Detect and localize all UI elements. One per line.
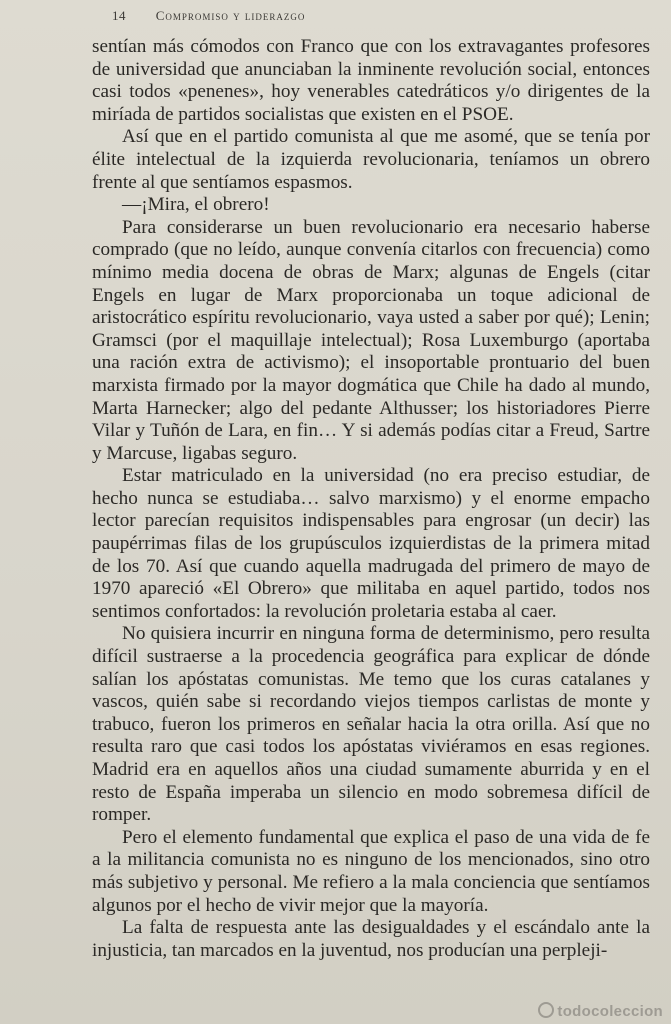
paragraph-5: Estar matriculado en la universidad (no era preciso estudiar, de hecho nunca se estudiaba… salvo marxismo) y el enorme empacho lector parecían requisitos indispensables para engrosar (un decir) las paupérrimas filas de los grupúsculos izquierdistas de la primera mitad de los 70. Así que cuando aquella madrugada del primero de mayo de 1970 apareció «El Obrero» que militaba en aquel partido, todos nos sentimos confortados: la revolución proletaria estaba al caer. xyxy=(92,465,650,622)
paragraph-1: sentían más cómodos con Franco que con los extravagantes profesores de universidad que anunciaban la inminente revolución social, entonces casi todos «penenes», hoy venerables catedráticos y/o dirigentes de la miríada de partidos socialistas que existen en el PSOE. xyxy=(92,36,650,125)
paragraph-4: Para considerarse un buen revolucionario era necesario haberse comprado (que no leído, aunque convenía citarlos con frecuencia) como mínimo media docena de obras de Marx; algunas de Engels (citar Engels en lugar de Marx proporcionaba un toque adicional de aristocrático espíritu revolucionario, vaya usted a saber por qué); Lenin; Gramsci (por el maquillaje intelectual); Rosa Luxemburgo (aportaba una ración extra de activismo); el insoportable prontuario del buen marxista firmado por la mayor dogmática que Chile ha dado al mundo, Marta Harnecker; algo del pedante Althusser; los historiadores Pierre Vilar y Tuñón de Lara, en fin… Y si además podías citar a Freud, Sartre y Marcuse, ligabas seguro. xyxy=(92,216,650,464)
page-number: 14 xyxy=(112,8,126,23)
watermark-logo-icon xyxy=(538,1002,554,1018)
running-header xyxy=(112,8,631,30)
paragraph-8: La falta de respuesta ante las desigualdades y el escándalo ante la injusticia, tan marcados en la juventud, nos producían una perpleji- xyxy=(92,917,650,961)
paragraph-dialogue: —¡Mira, el obrero! xyxy=(122,194,270,216)
paragraph-7: Pero el elemento fundamental que explica el paso de una vida de fe a la militancia comunista no es ninguno de los mencionados, sino otro más subjetivo y personal. Me refiero a la mala conciencia que sentíamos algunos por el hecho de vivir mejor que la mayoría. xyxy=(92,826,650,916)
watermark-text: todocoleccion xyxy=(557,1003,663,1020)
body-text xyxy=(92,36,650,962)
running-title: Compromiso y liderazgo xyxy=(155,8,306,23)
paragraph-2: Así que en el partido comunista al que me asomé, que se tenía por élite intelectual de la izquierda revolucionaria, teníamos un obrero frente al que sentíamos espasmos. xyxy=(92,126,650,193)
watermark xyxy=(538,1002,663,1020)
paragraph-6: No quisiera incurrir en ninguna forma de determinismo, pero resulta difícil sustraerse a la procedencia geográfica para explicar de dónde salían los apóstatas comunistas. Me temo que los curas catalanes y vascos, quién sabe si recordando viejos tiempos carlistas de monte y trabuco, fueron los primeros en señalar hacia la otra orilla. Así que no resulta raro que casi todos los apóstatas viviéramos en esas regiones. Madrid era en aquellos años una ciudad sumamente aburrida y en el resto de España imperaba un silencio en modo sobremesa difícil de romper. xyxy=(92,623,650,826)
